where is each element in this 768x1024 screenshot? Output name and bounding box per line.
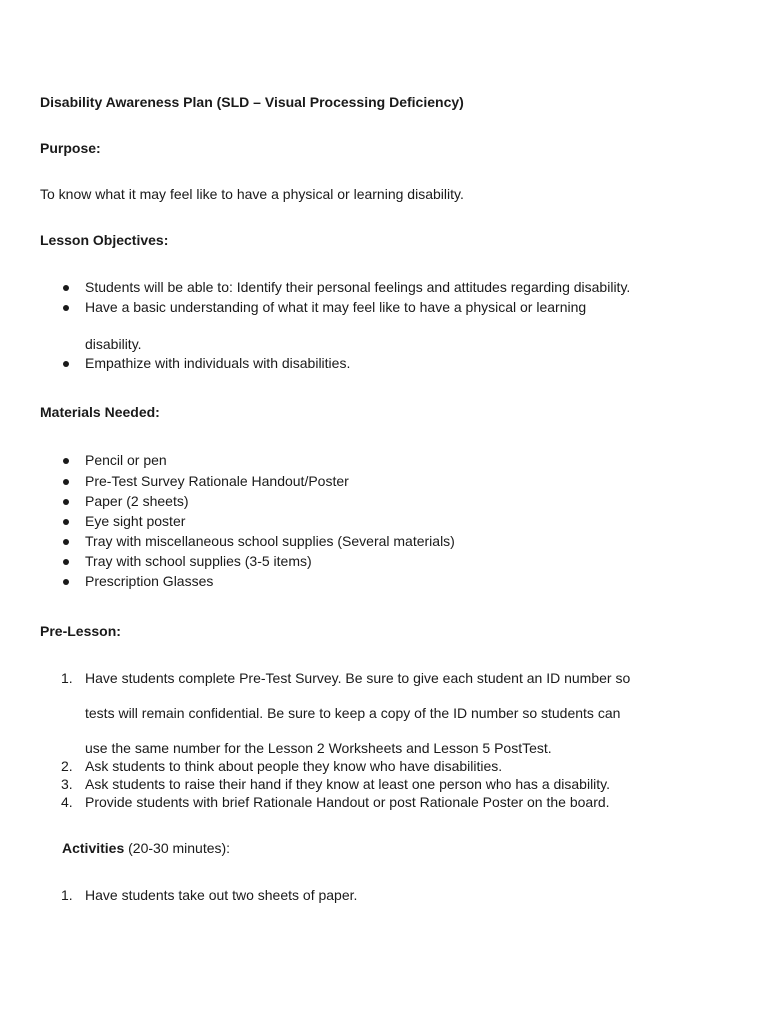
list-number: 1. (61, 670, 73, 686)
activities-heading: Activities (62, 840, 125, 856)
objective-item-continuation: disability. (85, 336, 142, 352)
material-item: Tray with miscellaneous school supplies (Several materials) (85, 533, 455, 549)
pre-lesson-item-2: Ask students to think about people they know who have disabilities. (85, 758, 503, 774)
bullet-icon (63, 519, 69, 525)
material-item: Tray with school supplies (3-5 items) (85, 553, 312, 569)
activities-item-1: Have students take out two sheets of paper. (85, 887, 358, 903)
pre-lesson-item-4: Provide students with brief Rationale Handout or post Rationale Poster on the board. (85, 794, 610, 810)
pre-lesson-item-1-line-3: use the same number for the Lesson 2 Worksheets and Lesson 5 PostTest. (85, 740, 552, 756)
material-item: Prescription Glasses (85, 573, 214, 589)
bullet-icon (63, 361, 69, 367)
purpose-text: To know what it may feel like to have a physical or learning disability. (40, 186, 464, 202)
objectives-heading: Lesson Objectives: (40, 232, 169, 248)
list-number: 1. (61, 887, 73, 903)
activities-duration: (20-30 minutes): (124, 840, 231, 856)
objective-item: Empathize with individuals with disabilities. (85, 355, 351, 371)
pre-lesson-item-1-line-1: Have students complete Pre-Test Survey. Be sure to give each student an ID number so (85, 670, 631, 686)
material-item: Paper (2 sheets) (85, 493, 189, 509)
bullet-icon (63, 479, 69, 485)
bullet-icon (63, 305, 69, 311)
list-number: 3. (61, 776, 73, 792)
material-item: Pre-Test Survey Rationale Handout/Poster (85, 473, 349, 489)
purpose-heading: Purpose: (40, 140, 101, 156)
material-item: Eye sight poster (85, 513, 186, 529)
materials-heading: Materials Needed: (40, 404, 160, 420)
document-title: Disability Awareness Plan (SLD – Visual Processing Deficiency) (40, 94, 464, 110)
activities-heading-line (62, 840, 230, 856)
objective-item: Students will be able to: Identify their personal feelings and attitudes regarding disability. (85, 279, 631, 295)
pre-lesson-heading: Pre-Lesson: (40, 623, 121, 639)
pre-lesson-item-1-line-2: tests will remain confidential. Be sure to keep a copy of the ID number so students can (85, 705, 621, 721)
bullet-icon (63, 285, 69, 291)
pre-lesson-item-3: Ask students to raise their hand if they know at least one person who has a disability. (85, 776, 611, 792)
list-number: 2. (61, 758, 73, 774)
list-number: 4. (61, 794, 73, 810)
bullet-icon (63, 458, 69, 464)
bullet-icon (63, 499, 69, 505)
bullet-icon (63, 579, 69, 585)
bullet-icon (63, 539, 69, 545)
material-item: Pencil or pen (85, 452, 167, 468)
objective-item: Have a basic understanding of what it may feel like to have a physical or learning (85, 299, 587, 315)
bullet-icon (63, 559, 69, 565)
